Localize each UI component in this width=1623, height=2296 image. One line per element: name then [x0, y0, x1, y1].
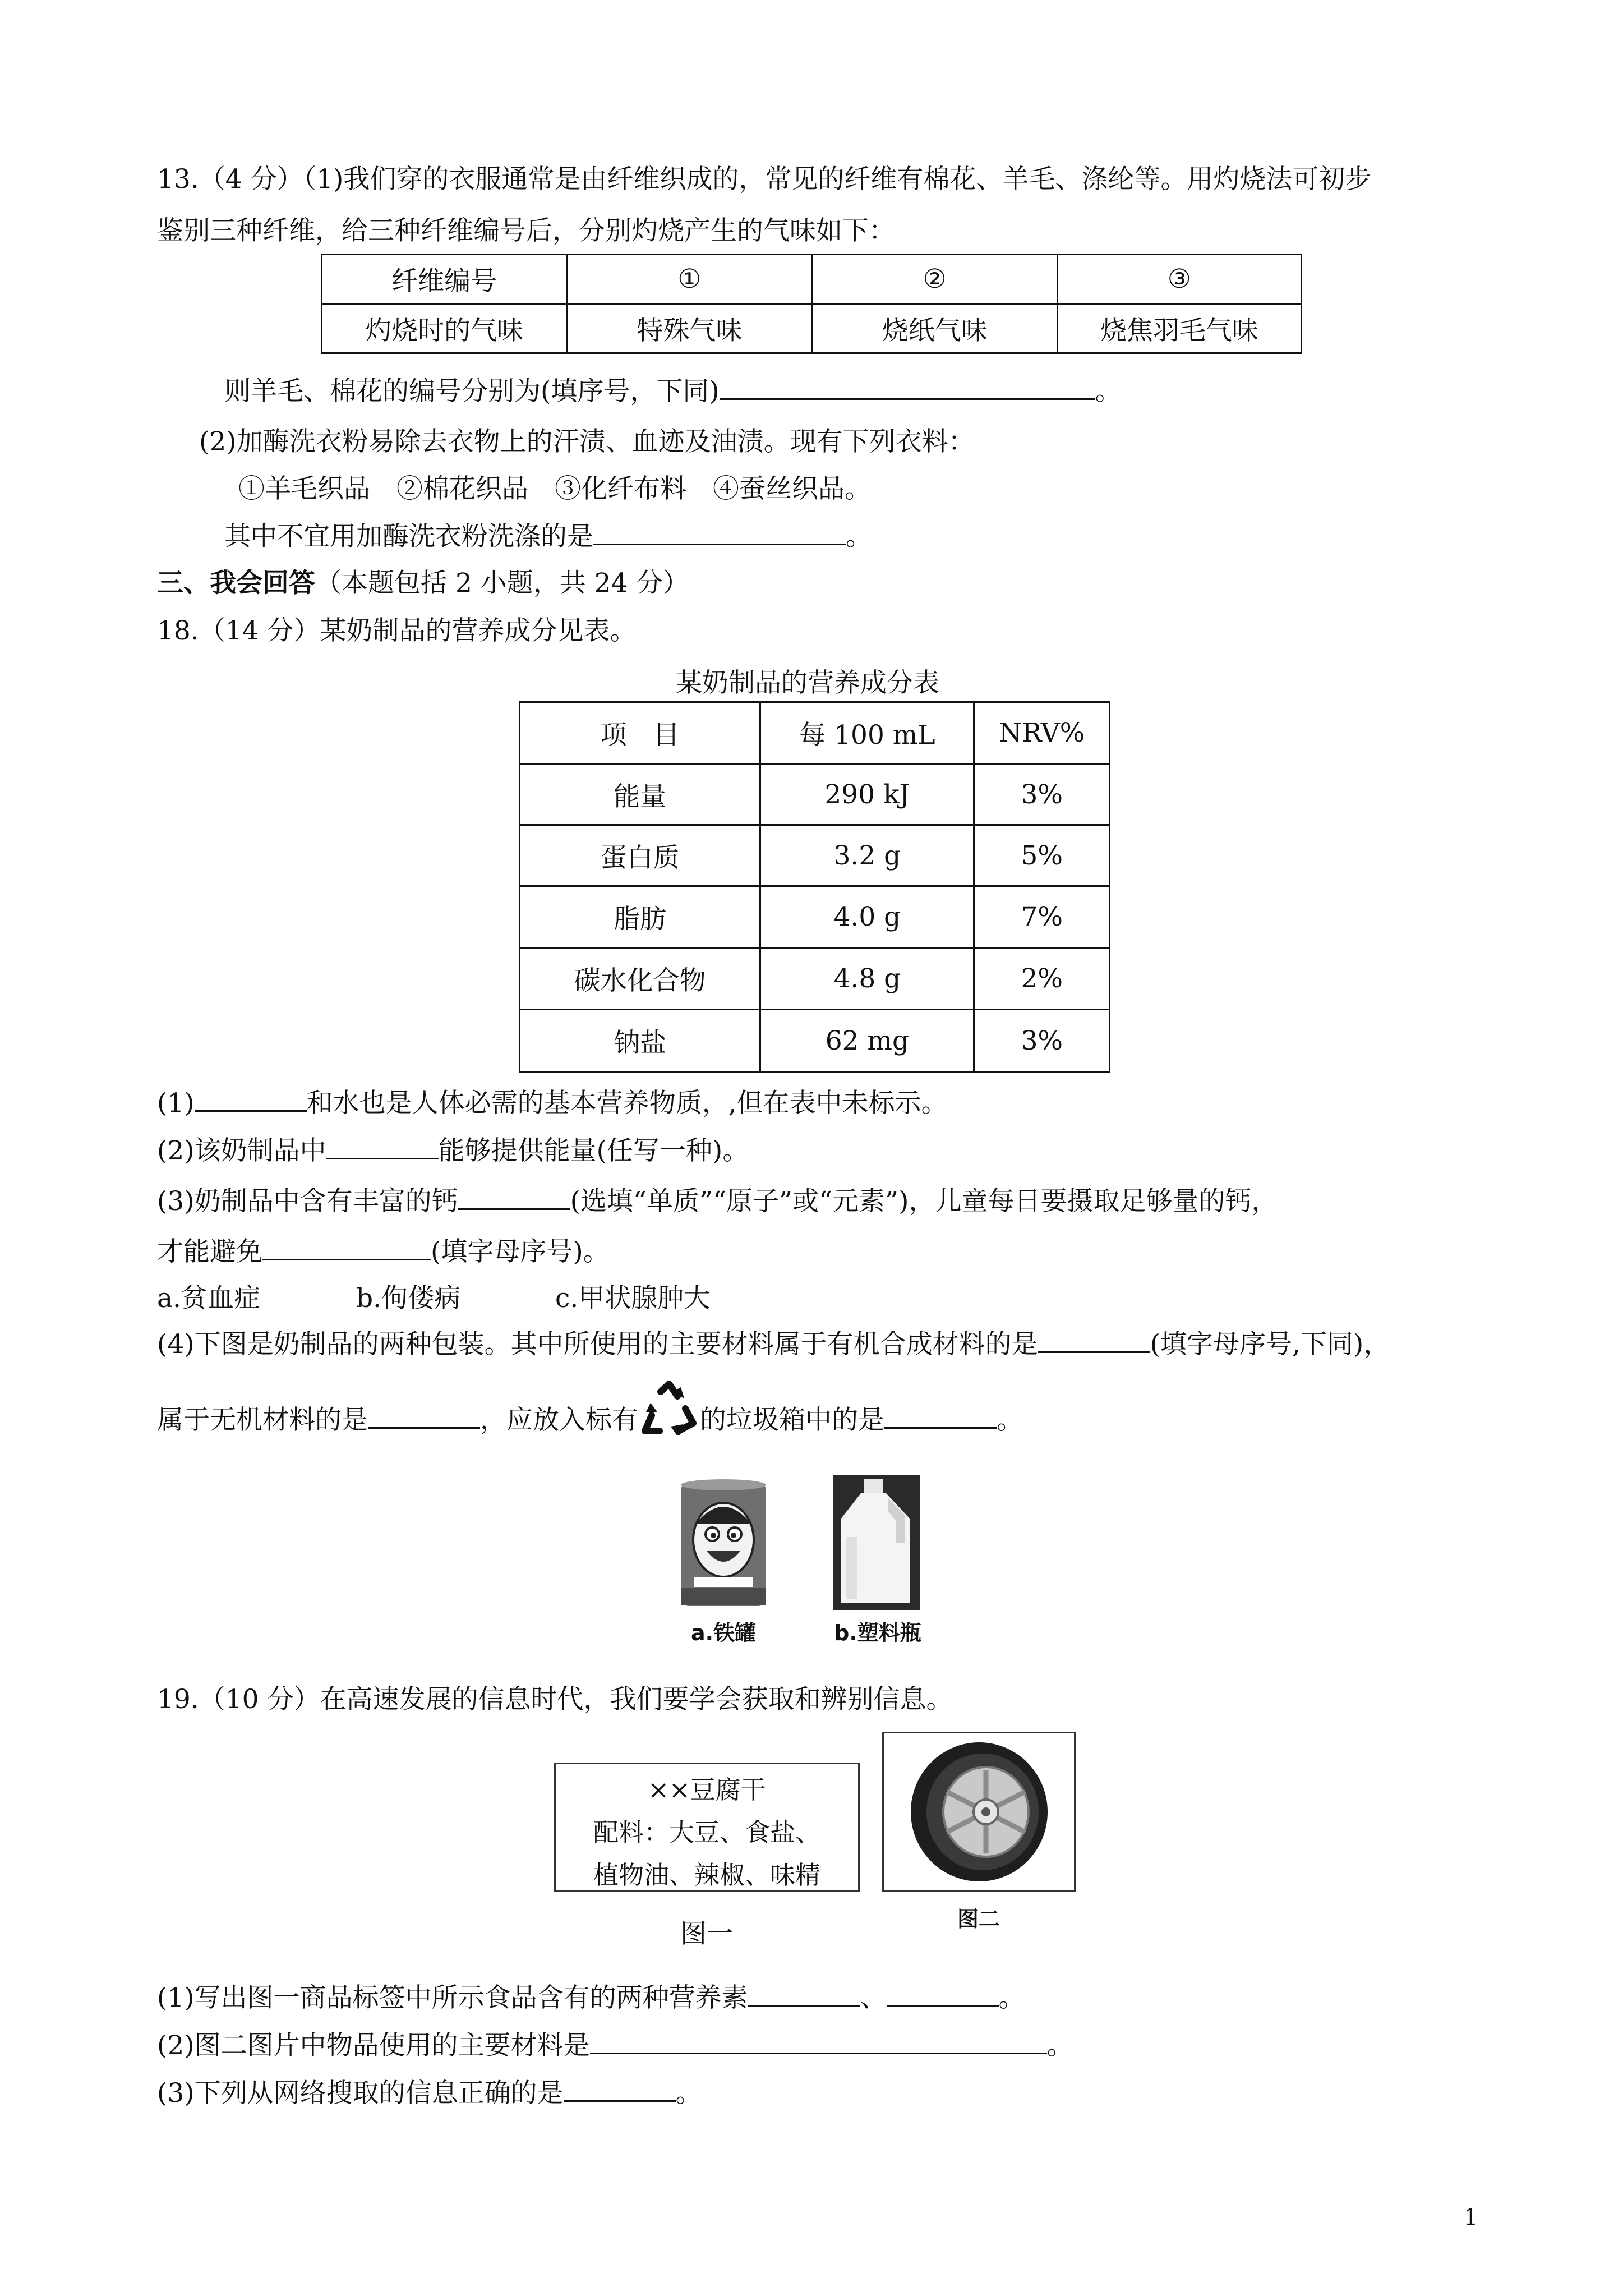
iron-can-label: a.铁罐: [690, 1621, 757, 1645]
q13-answer1-suffix: 。: [1095, 376, 1122, 407]
plastic-bottle-image: [833, 1475, 920, 1610]
q18-part4b-mid1: ，应放入标有: [480, 1405, 638, 1435]
fiber-table-cell: 烧纸气味: [812, 304, 1057, 353]
nutrition-cell: 5%: [974, 825, 1110, 886]
fiber-table-cell: 烧焦羽毛气味: [1057, 304, 1301, 353]
q13-answer2-prefix: 其中不宜用加酶洗衣粉洗涤的是: [224, 521, 593, 552]
q19-part2-prefix: (2)图二图片中物品使用的主要材料是: [157, 2030, 590, 2061]
product-label-box: [554, 1763, 860, 1892]
q13-part2: (2)加酶洗衣粉易除去衣物上的汗渍、血迹及油渍。现有下列衣料：: [199, 426, 975, 457]
q18-part2-suffix: 能够提供能量(任写一种)。: [438, 1135, 749, 1166]
choice-a: a.贫血症: [157, 1283, 260, 1314]
choice-c: c.甲状腺肿大: [555, 1283, 711, 1314]
fiber-table-cell: 纤维编号: [322, 255, 567, 304]
fiber-table: [321, 254, 1302, 354]
q18-part4: [157, 1327, 1390, 1361]
q18-part3b: [157, 1234, 610, 1269]
q18-part1-prefix: (1): [157, 1088, 195, 1119]
q19-intro: 19.（10 分）在高速发展的信息时代，我们要学会获取和辨别信息。: [157, 1684, 953, 1715]
nutrition-header-cell: 每 100 mL: [760, 702, 974, 764]
answer-blank[interactable]: [884, 1402, 997, 1429]
nutrition-cell: 3%: [974, 1010, 1110, 1073]
answer-blank[interactable]: [590, 2028, 1047, 2054]
nutrition-cell: 3%: [974, 764, 1110, 825]
nutrition-cell: 3.2 g: [760, 825, 974, 886]
section-title: 三、我会回答: [157, 568, 315, 599]
q13-options: ①羊毛织品 ②棉花织品 ③化纤布料 ④蚕丝织品。: [238, 473, 871, 504]
q18-part1: [157, 1085, 948, 1120]
q18-choices: [157, 1282, 710, 1315]
tire-image: [882, 1732, 1076, 1892]
answer-blank[interactable]: [262, 1234, 431, 1260]
fiber-table-cell: 特殊气味: [567, 304, 812, 353]
nutrition-header-cell: NRV%: [974, 702, 1110, 764]
answer-blank[interactable]: [593, 519, 846, 545]
fiber-table-cell: 灼烧时的气味: [322, 304, 567, 353]
q18-intro: 18.（14 分）某奶制品的营养成分见表。: [157, 615, 637, 646]
iron-can-image: [679, 1478, 768, 1610]
q19-part2: [157, 2028, 1073, 2063]
q13-line1: 13.（4 分）（1)我们穿的衣服通常是由纤维织成的，常见的纤维有棉花、羊毛、涤纶等。用灼烧法可初步: [157, 164, 1372, 195]
answer-blank[interactable]: [368, 1402, 480, 1429]
nutrition-cell: 290 kJ: [760, 764, 974, 825]
figure1-caption: 图一: [680, 1918, 733, 1949]
nutrition-cell: 蛋白质: [520, 825, 760, 886]
fiber-table-cell: ①: [567, 255, 812, 304]
answer-blank[interactable]: [748, 1980, 860, 2007]
answer-blank[interactable]: [887, 1980, 999, 2007]
q18-part4b: [157, 1402, 1023, 1437]
figure2-caption: 图二: [957, 1907, 1000, 1931]
product-label-ingredients-2: 植物油、辣椒、味精: [593, 1860, 820, 1890]
nutrition-cell: 脂肪: [520, 886, 760, 948]
q18-part4b-prefix: 属于无机材料的是: [157, 1405, 368, 1435]
section-note: （本题包括 2 小题，共 24 分）: [315, 568, 689, 599]
fiber-table-cell: ②: [812, 255, 1057, 304]
nutrition-header-cell: 项 目: [520, 702, 760, 764]
q19-part1-prefix: (1)写出图一商品标签中所示食品含有的两种营养素: [157, 1982, 748, 2013]
page-number: 1: [1464, 2205, 1478, 2230]
plastic-bottle-label: b.塑料瓶: [834, 1621, 921, 1645]
q18-part2: [157, 1133, 749, 1168]
answer-blank[interactable]: [458, 1184, 570, 1210]
q18-part4b-mid2: 的垃圾箱中的是: [700, 1405, 884, 1435]
q18-part3b-prefix: 才能避免: [157, 1236, 262, 1267]
answer-blank[interactable]: [564, 2076, 676, 2102]
q18-part4b-suffix: 。: [997, 1405, 1023, 1435]
nutrition-table: [519, 701, 1110, 1073]
q19-part2-suffix: 。: [1046, 2030, 1073, 2061]
product-label-name: ××豆腐干: [648, 1775, 766, 1805]
q13-answer1: [224, 374, 1122, 408]
nutrition-cell: 62 mg: [760, 1010, 974, 1073]
q19-part3: [157, 2076, 702, 2110]
recycle-icon: [638, 1403, 700, 1437]
section-heading: [157, 567, 689, 600]
q13-answer1-prefix: 则羊毛、棉花的编号分别为(填序号，下同): [224, 376, 720, 407]
nutrition-cell: 4.0 g: [760, 886, 974, 948]
q19-part3-prefix: (3)下列从网络搜取的信息正确的是: [157, 2078, 564, 2109]
q18-part3b-suffix: (填字母序号)。: [431, 1236, 610, 1267]
q18-part3: [157, 1184, 1278, 1218]
q18-part2-prefix: (2)该奶制品中: [157, 1135, 326, 1166]
q19-part3-suffix: 。: [675, 2078, 702, 2109]
nutrition-table-title: 某奶制品的营养成分表: [676, 668, 939, 698]
answer-blank[interactable]: [1038, 1327, 1150, 1353]
nutrition-cell: 7%: [974, 886, 1110, 948]
q19-part1: [157, 1980, 1025, 2015]
q18-part4-suffix: (填字母序号,下同)，: [1150, 1329, 1390, 1360]
q18-part4-prefix: (4)下图是奶制品的两种包装。其中所使用的主要材料属于有机合成材料的是: [157, 1329, 1038, 1360]
q19-part1-suffix: 。: [998, 1982, 1025, 2013]
q13-answer2: [224, 519, 872, 554]
nutrition-cell: 能量: [520, 764, 760, 825]
nutrition-cell: 2%: [974, 948, 1110, 1010]
choice-b: b.佝偻病: [356, 1283, 461, 1314]
q18-part1-suffix: 和水也是人体必需的基本营养物质，,但在表中未标示。: [306, 1088, 948, 1119]
answer-blank[interactable]: [720, 374, 1095, 400]
nutrition-cell: 4.8 g: [760, 948, 974, 1010]
q19-part1-mid: 、: [860, 1982, 887, 2013]
answer-blank[interactable]: [195, 1085, 307, 1112]
nutrition-cell: 钠盐: [520, 1010, 760, 1073]
product-label-ingredients: 配料：大豆、食盐、: [593, 1818, 820, 1847]
q13-line2: 鉴别三种纤维，给三种纤维编号后，分别灼烧产生的气味如下：: [157, 215, 895, 246]
answer-blank[interactable]: [326, 1133, 439, 1159]
q13-answer2-suffix: 。: [846, 521, 872, 552]
q18-part3-prefix: (3)奶制品中含有丰富的钙: [157, 1186, 458, 1217]
q18-part3-suffix: (选填“单质”“原子”或“元素”)，儿童每日要摄取足够量的钙，: [570, 1186, 1278, 1217]
nutrition-cell: 碳水化合物: [520, 948, 760, 1010]
fiber-table-cell: ③: [1057, 255, 1301, 304]
